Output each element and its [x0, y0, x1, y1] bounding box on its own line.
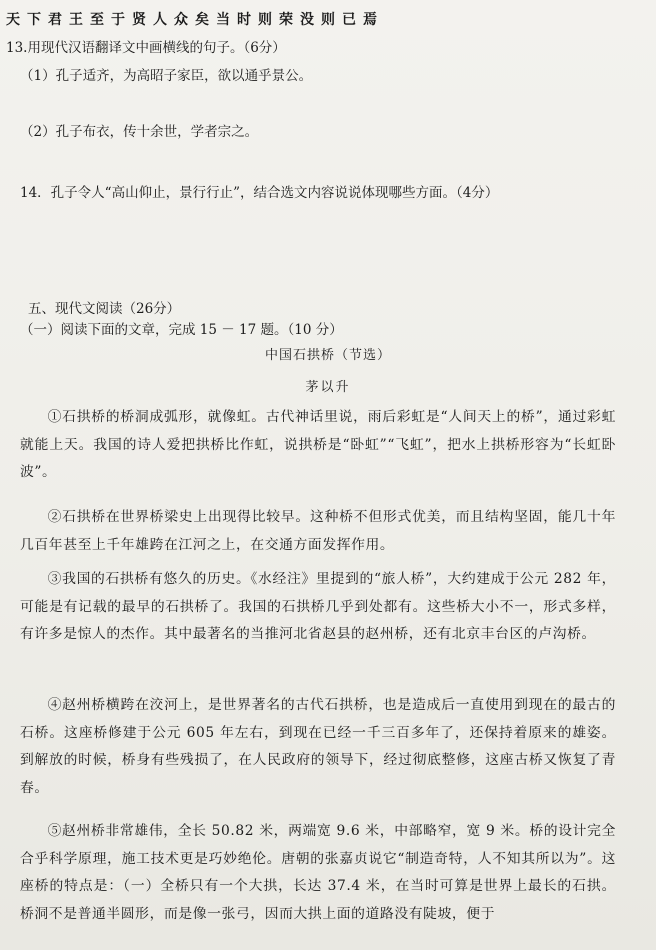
- question-13-item-2: （2）孔子布衣，传十余世，学者宗之。: [20, 124, 259, 140]
- section-5-sub-heading: （一）阅读下面的文章，完成 15 － 17 题。（10 分）: [20, 322, 343, 338]
- article-paragraph-4: ④赵州桥横跨在洨河上，是世界著名的古代石拱桥，也是造成后一直使用到现在的最古的石桥。这座桥修建于公元 605 年左右，到现在已经一千三百多年了，还保持着原来的雄姿。到解放的时候，桥身有些残损了，在人民政府的领导下，经过彻底整修，这座古桥又恢复了青春。: [20, 697, 616, 796]
- article-paragraph-5: ⑤赵州桥非常雄伟，全长 50.82 米，两端宽 9.6 米，中部略窄，宽 9 米。桥的设计完全合乎科学原理，施工技术更是巧妙绝伦。唐朝的张嘉贞说它“制造奇特，人不知其所以为”。这座桥的特点是：（一）全桥只有一个大拱，长达 37.4 米，在当时可算是世界上最长的石拱。桥洞不是普通半圆形，而是像一张弓，因而大拱上面的道路没有陡坡，便于: [20, 823, 616, 922]
- article-paragraph-3: ③我国的石拱桥有悠久的历史。《水经注》里提到的“旅人桥”，大约建成于公元 282 年，可能是有记载的最早的石拱桥了。我国的石拱桥几乎到处都有。这些桥大小不一，形式多样，有许多是惊人的杰作。其中最著名的当推河北省赵县的赵州桥，还有北京丰台区的卢沟桥。: [20, 571, 616, 642]
- question-13-prompt: 13.用现代汉语翻译文中画横线的句子。（6分）: [6, 40, 286, 56]
- top-sentence-line: 天下君王至于贤人众矣当时则荣没则已焉: [6, 12, 384, 28]
- section-5-heading: 五、现代文阅读（26分）: [28, 301, 181, 317]
- article-title: 中国石拱桥（节选）: [264, 348, 391, 363]
- article-paragraph-2: ②石拱桥在世界桥梁史上出现得比较早。这种桥不但形式优美，而且结构坚固，能几十年几百年甚至上千年雄跨在江河之上，在交通方面发挥作用。: [20, 509, 616, 553]
- question-13-item-1: （1）孔子适齐，为高昭子家臣，欲以通乎景公。: [20, 68, 313, 84]
- question-14-prompt: 14．孔子令人“高山仰止，景行行止”，结合选文内容说说体现哪些方面。（4分）: [20, 185, 499, 201]
- article-paragraph-1: ①石拱桥的桥洞成弧形，就像虹。古代神话里说，雨后彩虹是“人间天上的桥”，通过彩虹就能上天。我国的诗人爱把拱桥比作虹，说拱桥是“卧虹”“飞虹”，把水上拱桥形容为“长虹卧波”。: [20, 409, 616, 480]
- article-author: 茅以升: [305, 380, 351, 395]
